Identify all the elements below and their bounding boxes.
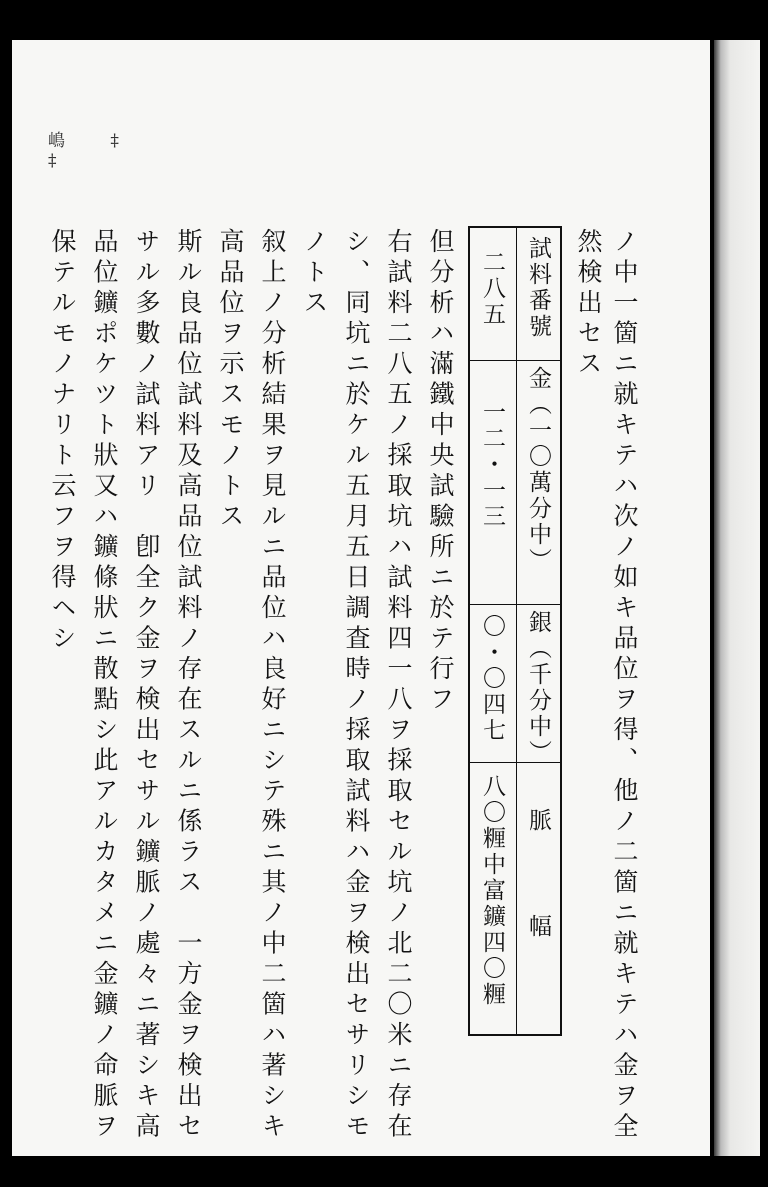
- td-vein-width: 八〇糎中富鑛四〇糎: [479, 774, 505, 1008]
- td-sample-no: 二八五: [479, 250, 505, 328]
- assay-table: [468, 226, 562, 1036]
- text-column-4: 右試料二八五ノ採取坑ハ試料四一八ヲ採取セル坑ノ北二〇米ニ存在: [384, 228, 413, 1143]
- td-gold: 一二・一三: [479, 400, 505, 530]
- text-column-1: ノ中一箇ニ就キテハ次ノ如キ品位ヲ得、他ノ二箇ニ就キテハ金ヲ全: [610, 228, 639, 1143]
- text-column-10: サル多數ノ試料アリ 卽全ク金ヲ検出セサル鑛脈ノ處々ニ著シキ高: [132, 228, 161, 1143]
- text-column-12: 保テルモノナリト云フヲ得ヘシ: [48, 228, 77, 655]
- td-silver: 〇・〇四七: [479, 614, 505, 744]
- text-column-5: シ、同坑ニ於ケル五月五日調査時ノ採取試料ハ金ヲ検出セサリシモ: [342, 228, 371, 1143]
- text-column-7: 叙上ノ分析結果ヲ見ルニ品位ハ良好ニシテ殊ニ其ノ中二箇ハ著シキ: [258, 228, 287, 1143]
- adjacent-page-edge: [714, 40, 760, 1156]
- text-column-3: 但分析ハ滿鐵中央試驗所ニ於テ行フ: [426, 228, 455, 716]
- text-column-11: 品位鑛ポケツト狀又ハ鑛條狀ニ散點シ此アルカタメニ金鑛ノ命脈ヲ: [90, 228, 119, 1143]
- running-head: 嶋 ‡ ‡: [48, 131, 139, 171]
- text-column-9: 斯ル良品位試料及高品位試料ノ存在スルニ係ラス 一方金ヲ検出セ: [174, 228, 203, 1143]
- text-column-6: ノトス: [300, 228, 329, 320]
- text-column-8: 高品位ヲ示スモノトス: [216, 228, 245, 533]
- text-column-2: 然検出セス: [574, 228, 603, 381]
- scanned-page: [12, 40, 710, 1156]
- th-vein-width: 脈 幅: [525, 808, 551, 967]
- th-sample-no: 試料番號: [525, 236, 551, 340]
- th-gold: 金（一〇萬分中）: [525, 366, 551, 574]
- th-silver: 銀（千分中）: [525, 610, 551, 766]
